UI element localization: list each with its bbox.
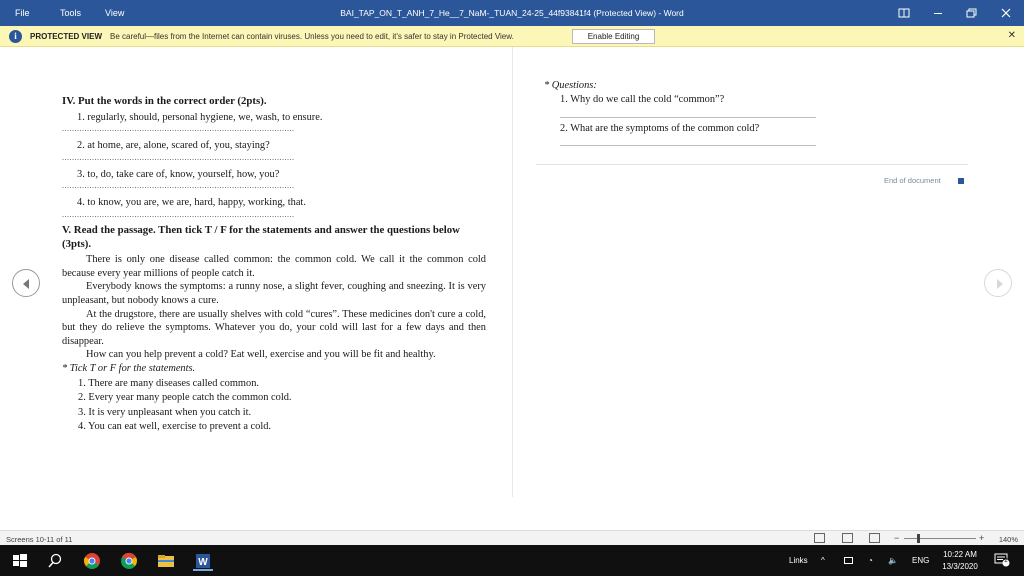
- wifi-icon[interactable]: ◔: [868, 556, 873, 565]
- clock-time: 10:22 AM: [943, 550, 977, 559]
- close-button[interactable]: [994, 4, 1018, 22]
- answer-line: .............................................................................................: [62, 181, 295, 191]
- status-bar: [0, 530, 1024, 545]
- statement-4: 4. You can eat well, exercise to prevent a cold.: [78, 421, 272, 433]
- section-v-heading: V. Read the passage. Then tick T / F for the statements and answer the questions below (3pts).: [62, 223, 460, 250]
- answer-line: .............................................................................................: [62, 209, 295, 219]
- passage-paragraph-2: Everybody knows the symptoms: a runny nose, a slight fever, coughing and sneezing. It is very unpleasant, but nobody knows a cure.: [62, 281, 486, 306]
- clock[interactable]: [936, 549, 984, 573]
- page-divider: [512, 47, 513, 497]
- web-layout-icon[interactable]: [869, 533, 880, 543]
- taskbar: [0, 545, 1024, 576]
- close-bar-icon[interactable]: ✕: [1007, 30, 1016, 41]
- questions-heading: * Questions:: [544, 80, 597, 91]
- chrome-icon[interactable]: [119, 551, 139, 571]
- screen-count: Screens 10-11 of 11: [6, 535, 73, 544]
- battery-icon[interactable]: [844, 557, 853, 564]
- restore-button[interactable]: [959, 4, 983, 22]
- protected-view-bar: [0, 26, 1024, 47]
- clock-date: 13/3/2020: [942, 562, 978, 571]
- page-end-rule: [536, 164, 968, 165]
- info-icon: i: [9, 30, 22, 43]
- zoom-out-button[interactable]: −: [894, 533, 900, 543]
- notification-count: 2: [1004, 558, 1008, 564]
- enable-editing-button[interactable]: Enable Editing: [572, 29, 655, 44]
- menu-file[interactable]: File: [15, 8, 30, 18]
- windows-start-icon[interactable]: [10, 551, 30, 571]
- statement-2: 2. Every year many people catch the common cold.: [78, 392, 292, 404]
- word-icon[interactable]: [193, 551, 213, 571]
- protected-view-label: PROTECTED VIEW: [30, 32, 103, 41]
- title-bar: [0, 0, 1024, 26]
- window-title: BAI_TAP_ON_T_ANH_7_He__7_NaM-_TUAN_24-25_44f93841f4 (Protected View) - Word: [340, 8, 684, 18]
- passage-paragraph-4: How can you help prevent a cold? Eat well, exercise and you will be fit and healthy.: [86, 349, 436, 361]
- reading-mode-icon[interactable]: [892, 4, 916, 22]
- search-icon[interactable]: [45, 551, 65, 571]
- print-layout-icon[interactable]: [842, 533, 853, 543]
- menu-tools[interactable]: Tools: [60, 8, 82, 18]
- file-explorer-icon[interactable]: [156, 551, 176, 571]
- notification-icon[interactable]: [994, 553, 1010, 567]
- right-page: [544, 79, 964, 150]
- language-indicator[interactable]: ENG: [912, 556, 930, 565]
- statement-1: 1. There are many diseases called common.: [78, 377, 259, 389]
- svg-text:W: W: [198, 557, 208, 568]
- order-item-3: 3. to, do, take care of, know, yourself, how, you?: [77, 168, 280, 180]
- zoom-slider[interactable]: [904, 538, 976, 539]
- order-item-4: 4. to know, you are, we are, hard, happy, working, that.: [77, 197, 306, 209]
- zoom-level[interactable]: 140%: [998, 535, 1018, 544]
- order-item-1: 1. regularly, should, personal hygiene, we, wash, to ensure.: [77, 111, 323, 123]
- chevron-up-icon[interactable]: ^: [821, 556, 825, 565]
- menu-view[interactable]: View: [105, 8, 125, 18]
- volume-icon[interactable]: 🔈: [888, 556, 898, 565]
- answer-line: ................................................................................................................................: [560, 111, 816, 120]
- statement-3: 3. It is very unpleasant when you catch it.: [78, 406, 252, 418]
- question-2: 2. What are the symptoms of the common cold?: [560, 123, 760, 134]
- section-iv-heading: IV. Put the words in the correct order (2pts).: [62, 95, 267, 107]
- chrome-icon[interactable]: [82, 551, 102, 571]
- question-1: 1. Why do we call the cold “common”?: [560, 94, 725, 105]
- answer-line: .............................................................................................: [62, 124, 295, 134]
- tick-heading: * Tick T or F for the statements.: [62, 362, 196, 374]
- zoom-in-button[interactable]: +: [979, 533, 985, 543]
- read-mode-icon[interactable]: [814, 533, 825, 543]
- order-item-2: 2. at home, are, alone, scared of, you, staying?: [77, 140, 270, 152]
- passage-paragraph-1: There is only one disease called common: the common cold. We call it the common cold because every year millions of people catch it.: [62, 254, 486, 279]
- passage-paragraph-3: At the drugstore, there are usually shelves with cold “cures”. These medicines don't cure a cold, but they do relieve the symptoms. Whatever you do, your cold will last for a few days and then disappear.: [62, 308, 486, 347]
- end-of-document-label: End of document: [884, 176, 941, 185]
- previous-screen-button[interactable]: [12, 269, 40, 297]
- answer-line: ................................................................................................................................: [560, 139, 816, 148]
- next-screen-button[interactable]: [984, 269, 1012, 297]
- links-toolbar[interactable]: Links: [789, 556, 808, 565]
- answer-line: .............................................................................................: [62, 152, 295, 162]
- protected-view-message: Be careful—files from the Internet can contain viruses. Unless you need to edit, it's safer to stay in Protected View.: [110, 32, 514, 41]
- minimize-button[interactable]: [926, 4, 950, 22]
- document-area: [0, 47, 1024, 530]
- left-page: [62, 95, 486, 434]
- end-of-document-marker: [958, 178, 964, 184]
- zoom-slider-thumb[interactable]: [917, 534, 920, 543]
